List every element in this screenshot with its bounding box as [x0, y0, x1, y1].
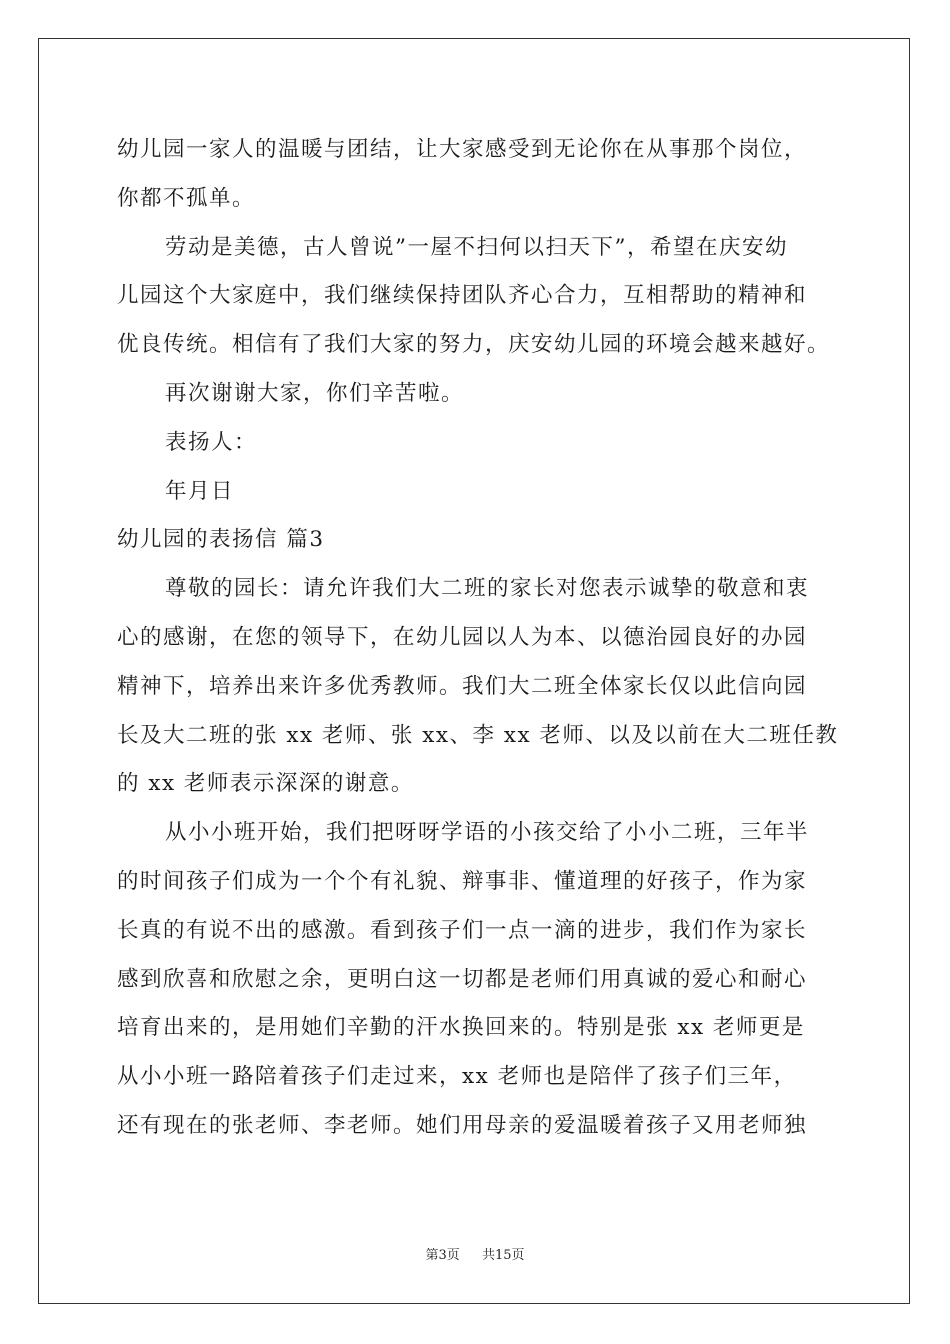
text-line: 再次谢谢大家，你们辛苦啦。	[165, 380, 465, 406]
text-line: 培育出来的，是用她们辛勤的汗水换回来的。特别是张 xx 老师更是	[117, 1015, 805, 1041]
text-line: 的 xx 老师表示深深的谢意。	[117, 771, 414, 797]
text-line: 精神下，培养出来许多优秀教师。我们大二班全体家长仅以此信向园	[117, 673, 808, 699]
text-line: 的时间孩子们成为一个个有礼貌、辩事非、懂道理的好孩子，作为家	[117, 868, 808, 894]
text-line: 长真的有说不出的感激。看到孩子们一点一滴的进步，我们作为家长	[117, 917, 808, 943]
text-line: 长及大二班的张 xx 老师、张 xx、李 xx 老师、以及以前在大二班任教	[117, 722, 839, 748]
text-line: 幼儿园一家人的温暖与团结，让大家感受到无论你在从事那个岗位，	[117, 137, 808, 162]
text-line: 还有现在的张老师、李老师。她们用母亲的爱温暖着孩子又用老师独	[117, 1112, 808, 1138]
text-line: 幼儿园的表扬信 篇3	[117, 527, 325, 553]
text-line: 感到欣喜和欣慰之余，更明白这一切都是老师们用真诚的爱心和耐心	[117, 966, 808, 992]
text-line: 表扬人：	[165, 429, 258, 455]
text-line: 从小小班开始，我们把呀呀学语的小孩交给了小小二班，三年半	[165, 820, 810, 846]
text-line: 从小小班一路陪着孩子们走过来，xx 老师也是陪伴了孩子们三年，	[117, 1064, 797, 1090]
text-line: 年月日	[165, 478, 235, 504]
text-line: 尊敬的园长：请允许我们大二班的家长对您表示诚挚的敬意和衷	[165, 576, 810, 602]
text-line: 心的感谢，在您的领导下，在幼儿园以人为本、以德治园良好的办园	[117, 624, 808, 650]
page-footer	[0, 1244, 950, 1263]
text-line: 劳动是美德，古人曾说”一屋不扫何以扫天下”，希望在庆安幼	[165, 234, 788, 260]
text-line: 儿园这个大家庭中，我们继续保持团队齐心合力，互相帮助的精神和	[117, 283, 808, 309]
page-total: 共15页	[481, 1248, 525, 1263]
document-body	[117, 126, 837, 1151]
text-line: 你都不孤单。	[117, 185, 256, 211]
text-line: 优良传统。相信有了我们大家的努力，庆安幼儿园的环境会越来越好。	[117, 332, 831, 358]
page-number: 第3页	[425, 1248, 460, 1263]
